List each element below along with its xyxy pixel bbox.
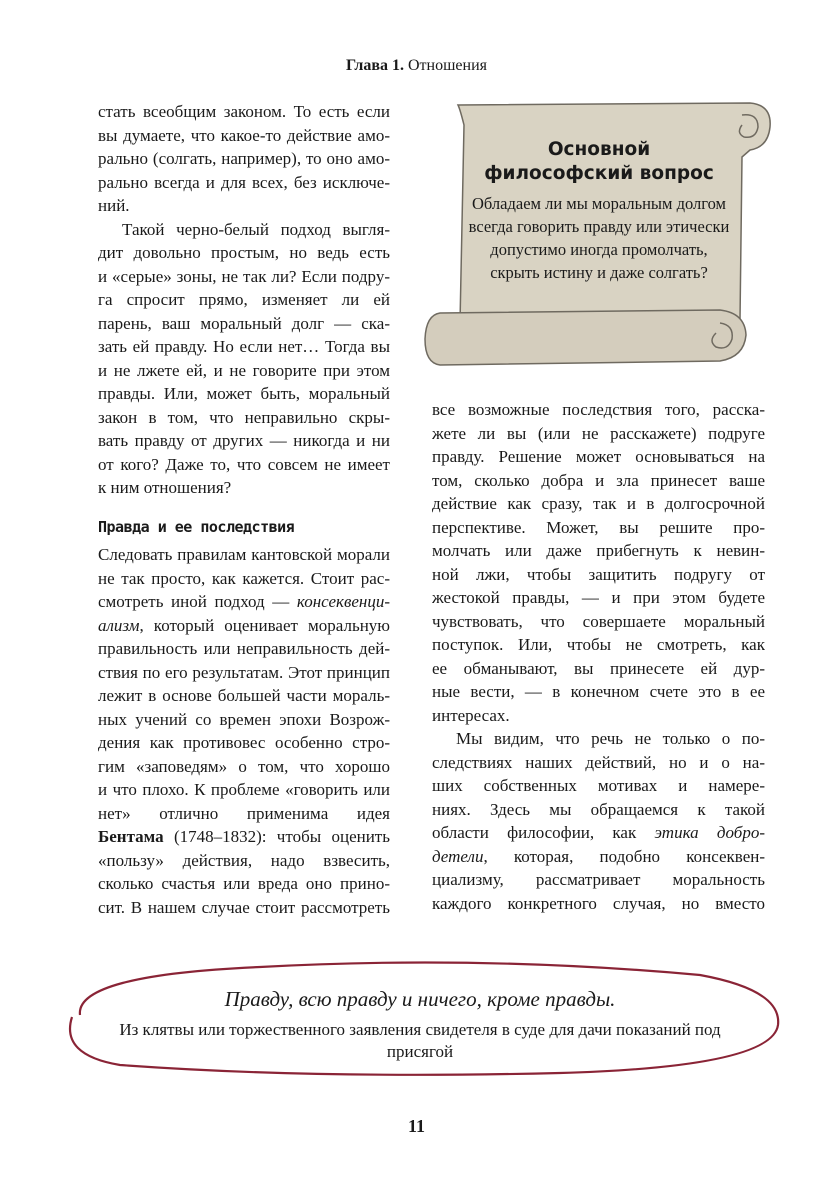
page-number: 11 bbox=[407, 1116, 425, 1136]
text-line bbox=[98, 100, 390, 124]
text-line bbox=[432, 774, 765, 798]
text-line bbox=[98, 684, 390, 708]
text-segment: смотреть иной подход — bbox=[98, 592, 297, 611]
sidebar-title-line: Основной bbox=[547, 139, 651, 160]
text-line bbox=[98, 335, 390, 359]
italic-term: этика добро- bbox=[654, 823, 765, 842]
text-line bbox=[98, 637, 390, 661]
text-line bbox=[98, 708, 390, 732]
text-segment: и не лжете ей, и не говорите при этом bbox=[98, 360, 390, 380]
scroll-bottom-roll bbox=[425, 310, 746, 365]
text-segment: перспективе. Может, вы решите про- bbox=[432, 517, 765, 537]
text-segment: вать правду от других — никогда и ни bbox=[98, 431, 390, 450]
text-line bbox=[98, 825, 390, 849]
text-segment: поступок. Или, чтобы не смотреть, как bbox=[432, 635, 765, 654]
text-line bbox=[98, 453, 390, 477]
text-line bbox=[98, 590, 390, 614]
text-segment: (1748–1832): чтобы оценить bbox=[163, 827, 390, 846]
text-segment: и что плохо. К проблеме «говорить или bbox=[98, 780, 390, 799]
text-line bbox=[98, 147, 390, 171]
text-line bbox=[98, 382, 390, 406]
text-segment: жете ли вы (или не расскажете) подруге bbox=[432, 423, 765, 443]
text-line bbox=[432, 821, 765, 845]
text-line bbox=[98, 614, 390, 638]
left-column-top bbox=[98, 100, 390, 500]
text-segment: правды. Или, может быть, моральный bbox=[98, 384, 390, 403]
text-line bbox=[98, 778, 390, 802]
text-line bbox=[98, 406, 390, 430]
text-line bbox=[98, 312, 390, 336]
text-segment: каждого конкретного случая, но вместо bbox=[432, 893, 765, 913]
text-line bbox=[98, 124, 390, 148]
text-segment: ных учений со времен эпохи Возрож- bbox=[98, 709, 390, 729]
text-line bbox=[98, 171, 390, 195]
text-segment: правильность или неправильность дей- bbox=[98, 639, 390, 658]
text-segment: гим «заповедям» о том, что хорошо bbox=[98, 756, 390, 776]
text-segment: стать всеобщим законом. То есть если bbox=[98, 102, 390, 121]
text-line bbox=[98, 849, 390, 873]
text-segment: сит. В нашем случае стоит рассмотреть bbox=[98, 897, 390, 917]
text-line bbox=[432, 845, 765, 869]
text-line bbox=[98, 288, 390, 312]
text-segment: дит довольно простым, но ведь есть bbox=[98, 243, 390, 262]
chapter-title: Отношения bbox=[407, 57, 487, 74]
sidebar-box bbox=[465, 138, 733, 284]
text-line bbox=[98, 896, 390, 920]
text-line bbox=[98, 567, 390, 591]
text-line bbox=[432, 516, 765, 540]
text-line bbox=[432, 798, 765, 822]
text-line bbox=[98, 218, 390, 242]
right-column bbox=[432, 398, 765, 915]
text-segment: , которая, подобно консеквен- bbox=[483, 846, 765, 866]
text-line bbox=[432, 445, 765, 469]
section-heading: Правда и ее последствия bbox=[98, 518, 295, 536]
text-segment: ствия по его результатам. Этот принцип bbox=[98, 662, 390, 682]
text-line bbox=[98, 872, 390, 896]
sidebar-body: Обладаем ли мы моральным долгом всегда говорить правду или этически допустимо иногда промолчать, скрыть истину и даже солгать? bbox=[468, 194, 730, 282]
text-line bbox=[432, 704, 765, 728]
text-line bbox=[432, 586, 765, 610]
text-segment: Следовать правилам кантовской морали bbox=[98, 545, 390, 564]
text-segment: дения как противовес особенно стро- bbox=[98, 733, 390, 752]
text-line bbox=[432, 868, 765, 892]
text-line bbox=[98, 429, 390, 453]
text-segment: «пользу» действия, надо взвесить, bbox=[98, 850, 390, 870]
text-segment: , который оценивает моральную bbox=[139, 615, 390, 635]
text-line bbox=[432, 633, 765, 657]
text-segment: ниях. Здесь мы обращаемся к такой bbox=[432, 799, 765, 819]
text-line bbox=[432, 492, 765, 516]
text-segment: рально (солгать, например), то оно амо- bbox=[98, 149, 390, 168]
italic-term: детели bbox=[432, 846, 484, 866]
text-line bbox=[98, 359, 390, 383]
text-line bbox=[432, 610, 765, 634]
text-line bbox=[432, 563, 765, 587]
italic-term: ализм bbox=[98, 615, 140, 635]
text-segment: циализму, рассматривает моральность bbox=[432, 870, 765, 889]
text-line bbox=[432, 398, 765, 422]
text-segment: Такой черно-белый подход выгля- bbox=[122, 219, 390, 239]
quote-source: Из клятвы или торжественного заявления свидетеля в суде для дачи показаний под присягой bbox=[119, 1020, 721, 1061]
text-segment: области философии, как bbox=[432, 823, 655, 842]
text-segment: вы думаете, что какое-то действие амо- bbox=[98, 125, 390, 145]
text-line bbox=[432, 892, 765, 916]
text-segment: молчать или даже прибегнуть к невин- bbox=[432, 541, 765, 560]
sidebar-title-line: философский вопрос bbox=[484, 163, 714, 184]
text-segment: лежит в основе большей части мораль- bbox=[98, 686, 390, 705]
quote-text: Правду, всю правду и ничего, кроме правды. bbox=[224, 987, 616, 1011]
text-segment: и «серые» зоны, не так ли? Если подру- bbox=[98, 266, 390, 286]
text-segment: том, сколько добра и зла принесет ваше bbox=[432, 470, 765, 490]
text-segment: сколько счастья или вреда оно прино- bbox=[98, 874, 390, 893]
bold-name: Бентама bbox=[98, 827, 164, 846]
text-segment: к ним отношения? bbox=[98, 478, 232, 497]
text-line bbox=[98, 755, 390, 779]
text-line bbox=[98, 661, 390, 685]
text-segment: нет» отлично применима идея bbox=[98, 803, 390, 823]
text-line bbox=[98, 802, 390, 826]
chapter-number: Глава 1. bbox=[345, 57, 404, 74]
left-column-bottom bbox=[98, 543, 390, 919]
text-line bbox=[98, 265, 390, 289]
text-segment: действие как сразу, так и в долгосрочной bbox=[432, 494, 765, 513]
text-segment: Мы видим, что речь не только о по- bbox=[456, 729, 765, 748]
text-line bbox=[432, 422, 765, 446]
sidebar-title bbox=[465, 138, 733, 186]
text-line bbox=[432, 469, 765, 493]
text-line bbox=[432, 539, 765, 563]
text-segment: закон в том, что неправильно скры- bbox=[98, 407, 390, 427]
text-segment: зать ей правду. Но если нет… Тогда вы bbox=[98, 337, 390, 356]
text-segment: ее обманывают, вы принесете ей дур- bbox=[432, 658, 765, 678]
text-line bbox=[98, 731, 390, 755]
text-segment: не так просто, как кажется. Стоит рас- bbox=[98, 568, 390, 588]
text-segment: парень, ваш моральный долг — ска- bbox=[98, 313, 390, 333]
text-segment: ших собственных мотивах и намере- bbox=[432, 776, 765, 795]
text-segment: жестокой правды, — и при этом будете bbox=[432, 588, 765, 607]
text-segment: ний. bbox=[98, 196, 130, 215]
text-line bbox=[432, 751, 765, 775]
quote-block bbox=[100, 985, 740, 1063]
text-segment: ной лжи, чтобы защитить подругу от bbox=[432, 564, 765, 584]
text-segment: интересах. bbox=[432, 705, 510, 725]
text-segment: следствиях наших действий, но и о на- bbox=[432, 752, 765, 772]
text-segment: рально всегда и для всех, без исключе- bbox=[98, 172, 390, 192]
text-segment: га спросит прямо, изменяет ли ей bbox=[98, 290, 390, 309]
text-segment: от кого? Даже то, что совсем не имеет bbox=[98, 454, 390, 474]
running-header bbox=[0, 57, 833, 75]
text-line bbox=[98, 543, 390, 567]
text-line bbox=[98, 194, 390, 218]
text-line bbox=[98, 476, 390, 500]
text-line bbox=[432, 727, 765, 751]
text-segment: правду. Решение может основываться на bbox=[432, 447, 765, 466]
text-segment: ные вести, — в конечном счете это в ее bbox=[432, 682, 765, 701]
text-line bbox=[432, 657, 765, 681]
text-line bbox=[98, 241, 390, 265]
text-line bbox=[432, 680, 765, 704]
italic-term: консеквенци- bbox=[296, 592, 390, 611]
text-segment: чувствовать, что совершаете моральный bbox=[432, 611, 765, 631]
text-segment: все возможные последствия того, расска- bbox=[432, 400, 765, 419]
